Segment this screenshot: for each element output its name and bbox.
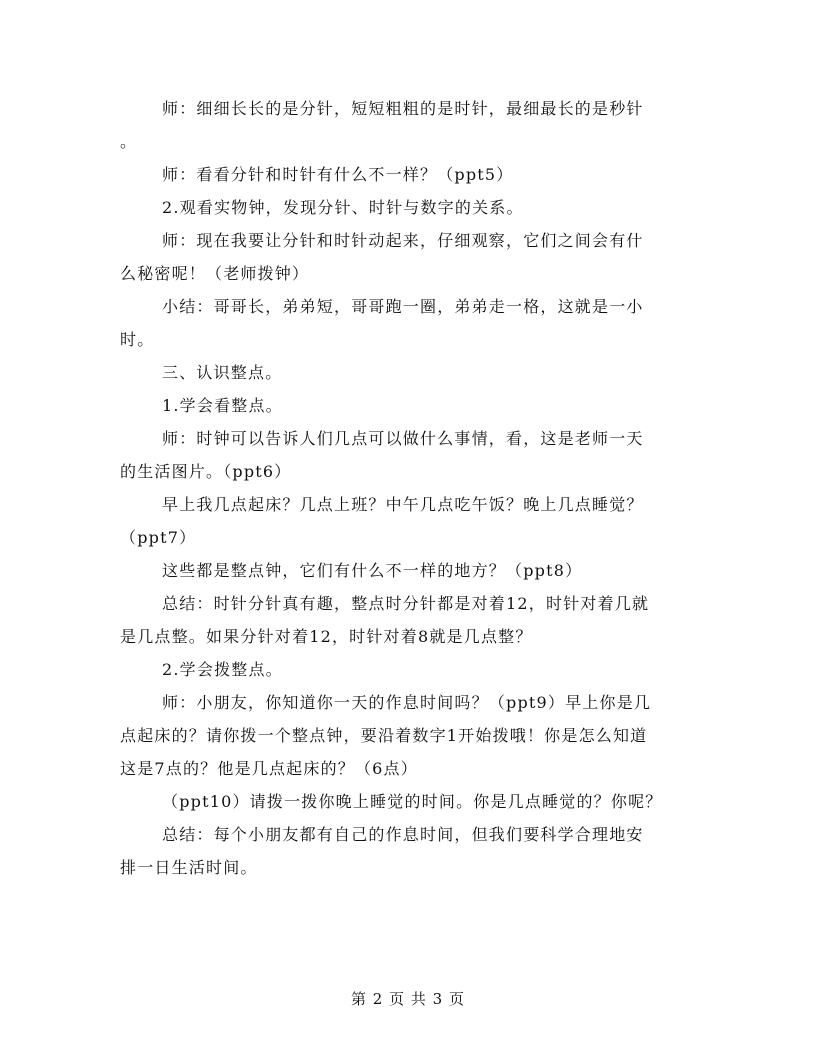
paragraph-line: 这是7点的？他是几点起床的？（6点）	[120, 759, 418, 778]
paragraph-line: 总结：每个小朋友都有自己的作息时间，但我们要科学合理地安	[162, 825, 644, 844]
subsection-heading: 2.学会拨整点。	[162, 660, 283, 679]
paragraph-line: 师：时钟可以告诉人们几点可以做什么事情，看，这是老师一天	[162, 429, 644, 448]
paragraph-line: 师：看看分针和时针有什么不一样？（ppt5）	[162, 165, 514, 184]
paragraph-line: 么秘密呢！（老师拨钟）	[120, 264, 310, 283]
section-heading: 三、认识整点。	[162, 363, 283, 382]
page-number-footer: 第 2 页 共 3 页	[351, 990, 465, 1008]
paragraph-line: （ppt7）	[120, 528, 197, 547]
paragraph-line: 小结：哥哥长，弟弟短，哥哥跑一圈，弟弟走一格，这就是一小	[162, 297, 644, 316]
paragraph-line: 总结：时针分针真有趣，整点时分针都是对着12，时针对着几就	[162, 594, 650, 613]
paragraph-line: 是几点整。如果分针对着12，时针对着8就是几点整？	[120, 627, 533, 646]
paragraph-line: 点起床的？请你拨一个整点钟，要沿着数字1开始拨哦！你是怎么知道	[120, 726, 648, 745]
paragraph-line: （ppt10）请拨一拨你晚上睡觉的时间。你是几点睡觉的？你呢？	[162, 792, 663, 811]
document-body	[120, 92, 700, 884]
subsection-heading: 1.学会看整点。	[162, 396, 283, 415]
paragraph-line: 师：细细长长的是分针，短短粗粗的是时针，最细最长的是秒针	[162, 99, 644, 118]
paragraph-line: 2.观看实物钟，发现分针、时针与数字的关系。	[162, 198, 524, 217]
paragraph-line: 时。	[120, 330, 155, 349]
paragraph-line: 。	[120, 132, 138, 151]
paragraph-line: 这些都是整点钟，它们有什么不一样的地方？（ppt8）	[162, 561, 583, 580]
paragraph-line: 排一日生活时间。	[120, 858, 258, 877]
paragraph-line: 早上我几点起床？几点上班？中午几点吃午饭？晚上几点睡觉？	[162, 495, 644, 514]
paragraph-line: 师：小朋友，你知道你一天的作息时间吗？（ppt9）早上你是几	[162, 693, 652, 712]
paragraph-line: 师：现在我要让分针和时针动起来，仔细观察，它们之间会有什	[162, 231, 644, 250]
paragraph-line: 的生活图片。（ppt6）	[120, 462, 292, 481]
